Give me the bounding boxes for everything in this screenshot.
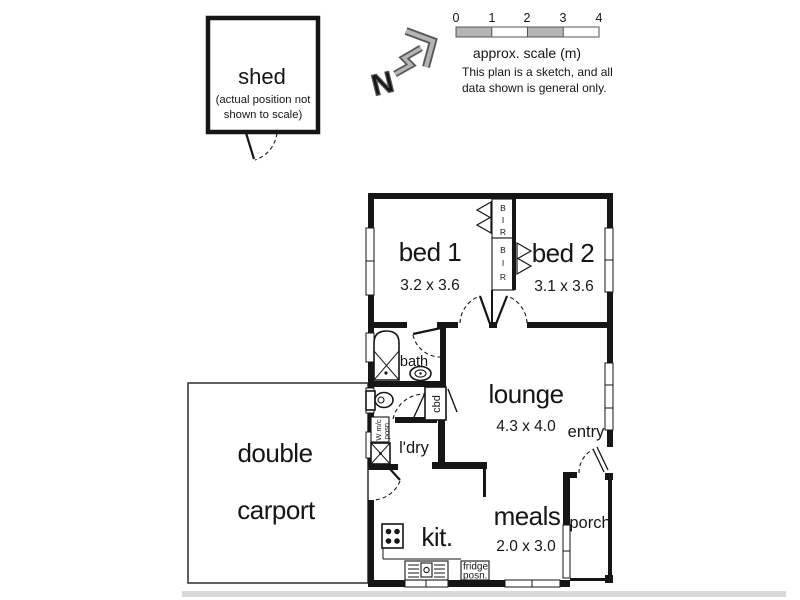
carport-label-line1: double [237,438,313,468]
meals-label: meals [493,501,561,531]
scale-tick-4: 4 [595,11,603,25]
fridge-label1: fridge [463,561,489,573]
bed2-dims: 3.1 x 3.6 [534,278,594,295]
robe-lower-bifold-icon2 [517,258,531,274]
cooktop-icon [382,524,403,548]
wall-top [368,193,613,199]
bed1-door-leaf [480,296,490,324]
washing-machine-icon [371,417,391,442]
sink-icon [405,561,448,580]
entry-door-arc [579,449,594,473]
carport [188,383,368,583]
bathtub-icon [374,331,399,380]
cupboard-door-leaf [448,389,457,412]
shed-label: shed [238,64,286,89]
wall-lounge-stub [483,469,486,497]
window-lounge [605,363,613,430]
lounge-label: lounge [488,379,564,409]
scale-tick-2: 2 [523,11,531,25]
wall-right-1 [607,193,613,228]
north-compass [368,31,433,103]
wall-laundry-bottom [368,464,398,470]
laundry-label: l'dry [399,439,429,457]
wall-left-6 [368,500,374,587]
bath-door-leaf [413,328,441,334]
lounge-dims: 4.3 x 4.0 [496,418,556,435]
disclaimer-line1: This plan is a sketch, and all [462,65,613,79]
window-bath [366,333,374,362]
fridge-label2: posn. [463,570,488,582]
kitchen-label: kit. [421,522,453,552]
cupboard-label: cbd [431,395,443,413]
carport-door-arc [373,481,400,500]
wall-porch-bottom [570,578,606,581]
scale-tick-0: 0 [452,11,460,25]
carport-door-leaf [390,469,400,480]
porch-label: porch [569,514,611,532]
entry-door-leaf-b [597,447,608,470]
carport-outline [188,383,368,583]
scale-tick-1: 1 [488,11,496,25]
robe-upper-bifold-icon [477,202,491,218]
robe-upper-bifold-icon2 [477,217,491,233]
washing-machine-label2: posn. [382,420,391,440]
wall-laundry-right [438,420,445,467]
meals-dims: 2.0 x 3.0 [496,538,556,555]
robe-lower-letter-b: B [500,245,506,255]
wall-bottom-1 [368,580,405,587]
scale-tick-3: 3 [559,11,567,25]
bed1-label: bed 1 [398,237,462,267]
wall-robe-post [491,290,493,324]
scale-seg-1 [456,27,492,37]
entry-label: entry [567,423,605,441]
shed-door-leaf [246,133,254,159]
washing-machine-label1: W m/c [374,419,383,441]
bath-label: bath [399,354,429,370]
robes [477,199,531,290]
shed-note-line1: (actual position not [215,94,311,106]
bed2-label: bed 2 [531,238,595,268]
scale-bar [453,11,613,95]
bed2-door-leaf [496,296,507,324]
wall-bath-bottom [368,381,446,387]
wall-entry-corner [605,473,613,480]
wall-right-2 [607,292,613,363]
wall-left-1 [368,193,374,228]
wall-bed-1 [368,322,407,328]
robe-upper-letter-i: I [501,215,505,225]
north-label: N [368,65,398,103]
carport-label-line2: carport [237,495,315,525]
wall-kitchen-top [432,462,487,469]
wall-bottom-3 [560,580,570,587]
shed [208,18,318,160]
scale-seg-3 [528,27,564,37]
robe-lower-bifold-icon [517,243,531,259]
bed1-dims: 3.2 x 3.6 [400,277,460,294]
laundry-trough-icon [371,443,390,464]
wall-porch-corner [605,575,613,583]
toilet-icon [366,391,393,410]
fridge-position [461,561,489,582]
wc-door-arc [393,394,425,419]
shed-door-arc [255,133,277,160]
wall-robe-right [512,199,516,290]
robe-upper-letter-b: B [500,203,506,213]
robe-upper-letter-r: R [499,227,507,237]
shed-note-line2: shown to scale) [223,109,303,121]
scale-caption: approx. scale (m) [472,45,582,61]
robe-lower-letter-i: I [501,258,505,268]
scan-artifact-strip [182,591,786,597]
bed1-door-arc [460,296,480,323]
disclaimer-line2: data shown is general only. [462,81,607,95]
entry-door-leaf-a [593,449,604,472]
wall-right-3 [607,430,613,447]
wall-bed-3 [527,322,607,328]
wc-door-leaf [414,393,425,417]
cupboard [425,387,446,420]
robe-lower-letter-r: R [499,272,507,282]
bed2-door-arc [507,296,527,323]
